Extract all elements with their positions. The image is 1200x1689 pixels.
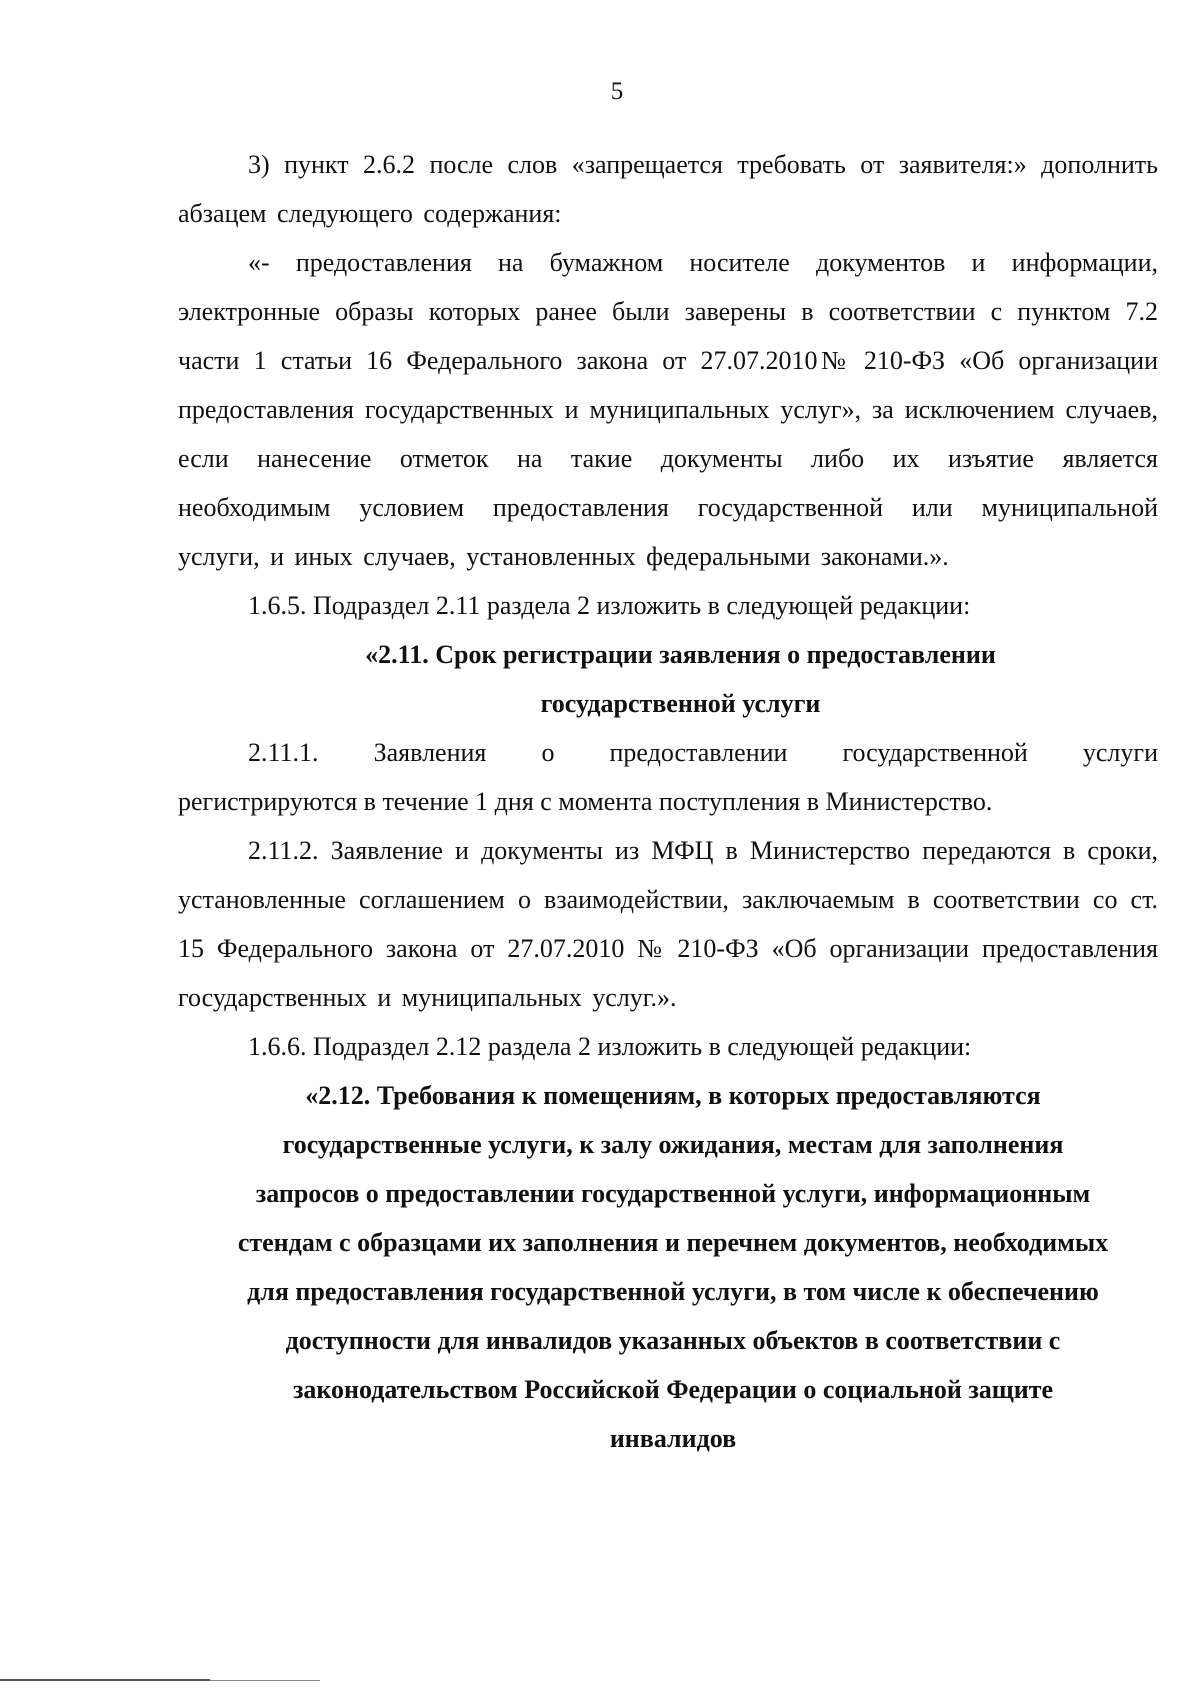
heading-2-12-line-4: стендам с образцами их заполнения и перечнем документов, необходимых [237,1228,1109,1257]
heading-2-12-line-8: инвалидов [609,1424,737,1453]
heading-2-11 [178,630,1158,728]
paragraph-2-11-1-line-1: 2.11.1. Заявления о предоставлении государственной услуги [248,738,1158,767]
heading-2-11-line-1: «2.11. Срок регистрации заявления о предоставлении [365,640,996,669]
heading-2-12-line-1: «2.12. Требования к помещениям, в которых предоставляются [305,1081,1041,1110]
scan-edge-line-thin [210,1680,320,1681]
heading-2-12-line-6: доступности для инвалидов указанных объектов в соответствии с [285,1326,1061,1355]
paragraph-amendment-2-12: 1.6.6. Подраздел 2.12 раздела 2 изложить в следующей редакции: [248,1032,972,1061]
page-number: 5 [610,78,624,105]
heading-2-12 [178,1071,1158,1463]
heading-2-12-line-3: запросов о предоставлении государственной услуги, информационным [255,1179,1091,1208]
heading-2-12-line-7: законодательством Российской Федерации о социальной защите [292,1375,1054,1404]
heading-2-12-line-5: для предоставления государственной услуги, в том числе к обеспечению [247,1277,1099,1306]
document-body [178,140,1158,1463]
scan-edge-line [0,1679,210,1681]
paragraph-quoted-addition: «- предоставления на бумажном носителе документов и информации, электронные образы которых ранее были заверены в соответствии с пунктом 7.2 части 1 статьи 16 Федерального закона от 27.07.2010№ 210-ФЗ «Об организации предоставления государственных и муниципальных услуг», за исключением случаев, если нанесение отметок на такие документы либо их изъятие является необходимым условием предоставления государственной или муниципальной услуги, и иных случаев, установленных федеральными законами.». [178,248,1158,571]
paragraph-2-11-1 [178,728,1158,826]
heading-2-12-line-2: государственные услуги, к залу ожидания, местам для заполнения [282,1130,1064,1159]
paragraph-2-11-1-line-2: регистрируются в течение 1 дня с момента поступления в Министерство. [178,787,993,816]
paragraph-amendment-2-11: 1.6.5. Подраздел 2.11 раздела 2 изложить в следующей редакции: [248,591,971,620]
paragraph-amendment-2-6-2: 3) пункт 2.6.2 после слов «запрещается требовать от заявителя:» дополнить абзацем следующего содержания: [178,150,1158,228]
paragraph-2-11-2: 2.11.2. Заявление и документы из МФЦ в Министерство передаются в сроки, установленные соглашением о взаимодействии, заключаемым в соответствии со ст. 15 Федерального закона от 27.07.2010 № 210-ФЗ «Об организации предоставления государственных и муниципальных услуг.». [178,836,1158,1012]
heading-2-11-line-2: государственной услуги [540,689,821,718]
